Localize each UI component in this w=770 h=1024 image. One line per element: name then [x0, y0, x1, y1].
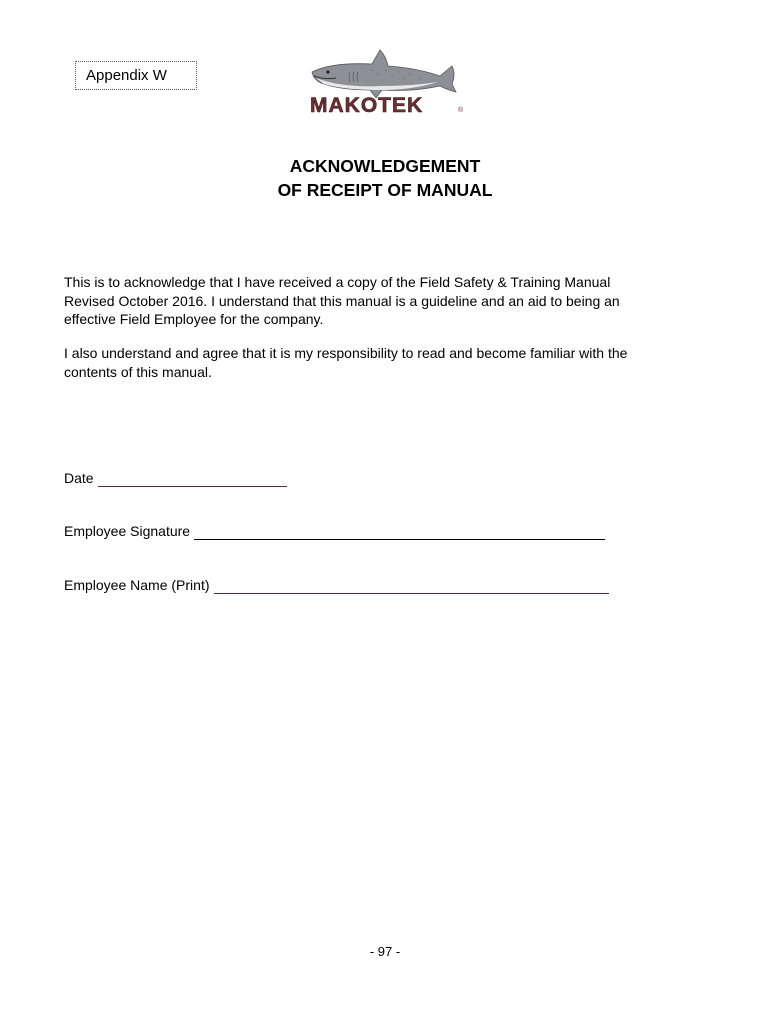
- name-field: [64, 576, 609, 594]
- shark-logo-icon: [302, 48, 468, 120]
- date-field: [64, 469, 287, 487]
- date-label: Date: [64, 470, 94, 486]
- logo-text: MAKOTEK: [310, 94, 424, 117]
- signature-field: [64, 522, 605, 540]
- name-label: Employee Name (Print): [64, 577, 210, 593]
- paragraph-line: contents of this manual.: [64, 363, 212, 380]
- appendix-text: Appendix W: [86, 67, 167, 84]
- paragraph-line: Revised October 2016. I understand that this manual is a guideline and an aid to being an: [64, 292, 620, 309]
- name-input-line[interactable]: [214, 579, 609, 594]
- responsibility-paragraph: [64, 344, 714, 381]
- title-line-1: ACKNOWLEDGEMENT: [289, 156, 481, 176]
- title-line-2: OF RECEIPT OF MANUAL: [277, 180, 493, 200]
- paragraph-line: This is to acknowledge that I have received a copy of the Field Safety & Training Manual: [64, 274, 611, 290]
- paragraph-line: effective Field Employee for the company.: [64, 311, 324, 327]
- paragraph-line: I also understand and agree that it is my responsibility to read and become familiar with the: [64, 345, 628, 361]
- signature-label: Employee Signature: [64, 523, 191, 539]
- registered-mark: ®: [458, 107, 464, 114]
- makotek-logo: [302, 48, 468, 120]
- appendix-label: [75, 61, 197, 90]
- signature-input-line[interactable]: [194, 525, 605, 540]
- date-input-line[interactable]: [98, 472, 287, 487]
- acknowledgement-paragraph: [64, 273, 714, 329]
- page-number: - 97 -: [369, 944, 401, 959]
